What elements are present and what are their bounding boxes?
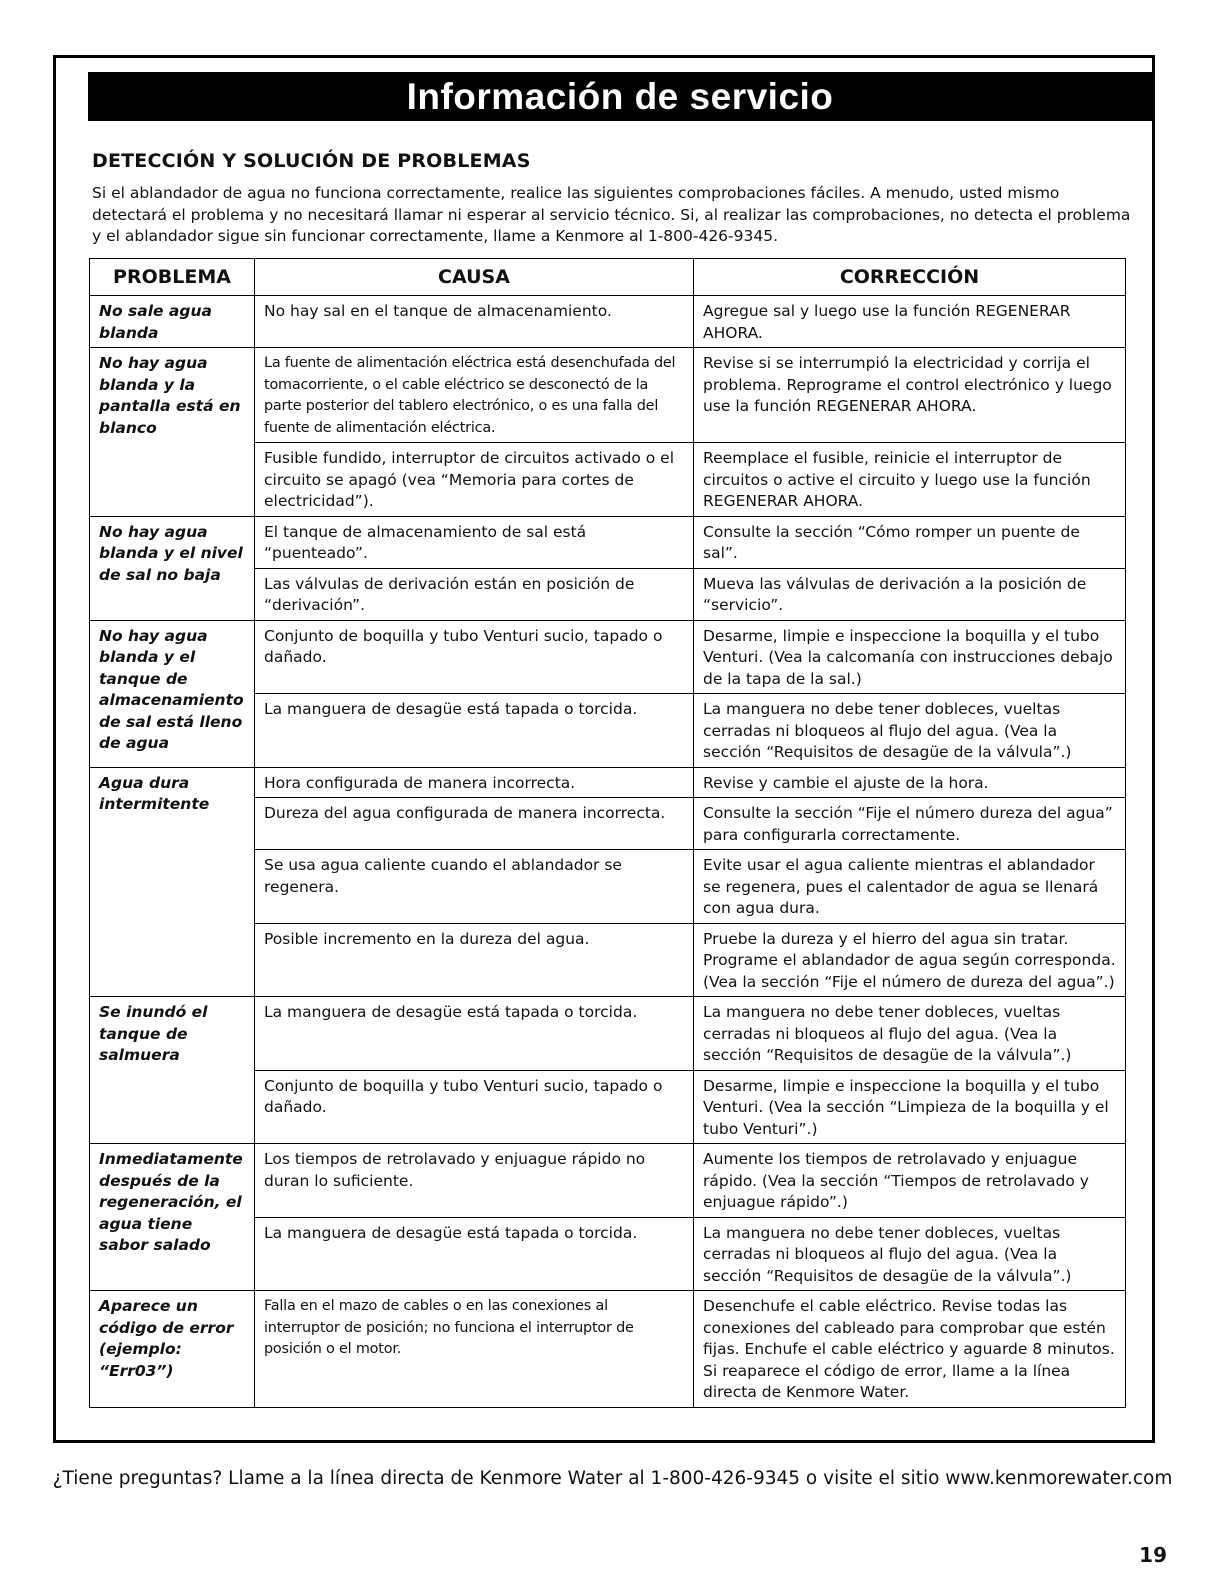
cause-cell: Hora configurada de manera incorrecta. [255, 767, 694, 798]
cause-cell: No hay sal en el tanque de almacenamiento. [255, 296, 694, 348]
cause-cell: Conjunto de boquilla y tubo Venturi sucio, tapado o dañado. [255, 1070, 694, 1144]
correction-cell: Desarme, limpie e inspeccione la boquilla y el tubo Venturi. (Vea la calcomanía con instrucciones debajo de la tapa de la sal.) [694, 620, 1126, 694]
table-header-row [90, 259, 1126, 296]
cause-cell: Conjunto de boquilla y tubo Venturi sucio, tapado o dañado. [255, 620, 694, 694]
table-row [90, 767, 1126, 798]
cause-cell: La manguera de desagüe está tapada o torcida. [255, 997, 694, 1071]
troubleshooting-table [89, 258, 1126, 1408]
problem-cell: Inmediatamente después de la regeneración, el agua tiene sabor salado [90, 1144, 255, 1291]
cause-cell: Dureza del agua configurada de manera incorrecta. [255, 798, 694, 850]
correction-cell: Revise y cambie el ajuste de la hora. [694, 767, 1126, 798]
cause-cell: Posible incremento en la dureza del agua. [255, 923, 694, 997]
footer-contact-line: ¿Tiene preguntas? Llame a la línea directa de Kenmore Water al 1-800-426-9345 o visite el sitio www.kenmorewater.com [52, 1468, 1173, 1489]
correction-cell: Revise si se interrumpió la electricidad y corrija el problema. Reprograme el control electrónico y luego use la función REGENERAR AHORA. [694, 348, 1126, 443]
page-number: 19 [1139, 1543, 1167, 1567]
cause-cell: La manguera de desagüe está tapada o torcida. [255, 1217, 694, 1291]
correction-cell: Desarme, limpie e inspeccione la boquilla y el tubo Venturi. (Vea la sección “Limpieza de la boquilla y el tubo Venturi”.) [694, 1070, 1126, 1144]
correction-cell: Consulte la sección “Fije el número dureza del agua” para configurarla correctamente. [694, 798, 1126, 850]
correction-cell: Desenchufe el cable eléctrico. Revise todas las conexiones del cableado para comprobar que estén fijas. Enchufe el cable eléctrico y aguarde 8 minutos. Si reaparece el código de error, llame a la línea directa de Kenmore Water. [694, 1291, 1126, 1408]
table-row [90, 348, 1126, 443]
table-row [90, 620, 1126, 694]
correction-cell: La manguera no debe tener dobleces, vueltas cerradas ni bloqueos al flujo del agua. (Vea la sección “Requisitos de desagüe de la válvula”.) [694, 997, 1126, 1071]
correction-cell: Evite usar el agua caliente mientras el ablandador se regenera, pues el calentador de agua se llenará con agua dura. [694, 850, 1126, 924]
correction-cell: Pruebe la dureza y el hierro del agua sin tratar. Programe el ablandador de agua según corresponda. (Vea la sección “Fije el número de dureza del agua”.) [694, 923, 1126, 997]
cause-cell: Se usa agua caliente cuando el ablandador se regenera. [255, 850, 694, 924]
cause-cell: Fusible fundido, interruptor de circuitos activado o el circuito se apagó (vea “Memoria para cortes de electricidad”). [255, 443, 694, 517]
cause-cell: Los tiempos de retrolavado y enjuague rápido no duran lo suficiente. [255, 1144, 694, 1218]
table-row [90, 1144, 1126, 1218]
header-correction: CORRECCIÓN [694, 259, 1126, 296]
correction-cell: Consulte la sección “Cómo romper un puente de sal”. [694, 516, 1126, 568]
table-row [90, 997, 1126, 1071]
header-cause: CAUSA [255, 259, 694, 296]
correction-cell: Reemplace el fusible, reinicie el interruptor de circuitos o active el circuito y luego use la función REGENERAR AHORA. [694, 443, 1126, 517]
problem-cell: Agua dura intermitente [90, 767, 255, 997]
table-row [90, 1291, 1126, 1408]
intro-paragraph: Si el ablandador de agua no funciona correctamente, realice las siguientes comprobaciones fáciles. A menudo, usted mismo detectará el problema y no necesitará llamar ni esperar al servicio técnico. Si, al realizar las comprobaciones, no detecta el problema y el ablandador sigue sin funcionar correctamente, llame a Kenmore al 1-800-426-9345. [92, 184, 1131, 245]
problem-cell: No sale agua blanda [90, 296, 255, 348]
correction-cell: Agregue sal y luego use la función REGENERAR AHORA. [694, 296, 1126, 348]
correction-cell: Mueva las válvulas de derivación a la posición de “servicio”. [694, 568, 1126, 620]
correction-cell: La manguera no debe tener dobleces, vueltas cerradas ni bloqueos al flujo del agua. (Vea la sección “Requisitos de desagüe de la válvula”.) [694, 1217, 1126, 1291]
cause-cell: La fuente de alimentación eléctrica está desenchufada del tomacorriente, o el cable eléctrico se desconectó de la parte posterior del tablero electrónico, o es una falla del fuente de alimentación eléctrica. [255, 348, 694, 443]
table-row [90, 296, 1126, 348]
page-banner: Información de servicio [88, 72, 1152, 121]
cause-cell: El tanque de almacenamiento de sal está “puenteado”. [255, 516, 694, 568]
problem-cell: Se inundó el tanque de salmuera [90, 997, 255, 1144]
cause-cell: Las válvulas de derivación están en posición de “derivación”. [255, 568, 694, 620]
correction-cell: La manguera no debe tener dobleces, vueltas cerradas ni bloqueos al flujo del agua. (Vea la sección “Requisitos de desagüe de la válvula”.) [694, 694, 1126, 768]
correction-cell: Aumente los tiempos de retrolavado y enjuague rápido. (Vea la sección “Tiempos de retrolavado y enjuague rápido”.) [694, 1144, 1126, 1218]
cause-cell: La manguera de desagüe está tapada o torcida. [255, 694, 694, 768]
problem-cell: Aparece un código de error (ejemplo: “Err03”) [90, 1291, 255, 1408]
problem-cell: No hay agua blanda y el nivel de sal no baja [90, 516, 255, 620]
table-row [90, 516, 1126, 568]
problem-cell: No hay agua blanda y la pantalla está en blanco [90, 348, 255, 517]
section-title: DETECCIÓN Y SOLUCIÓN DE PROBLEMAS [92, 150, 531, 172]
problem-cell: No hay agua blanda y el tanque de almacenamiento de sal está lleno de agua [90, 620, 255, 767]
cause-cell: Falla en el mazo de cables o en las conexiones al interruptor de posición; no funciona el interruptor de posición o el motor. [255, 1291, 694, 1408]
header-problem: PROBLEMA [90, 259, 255, 296]
